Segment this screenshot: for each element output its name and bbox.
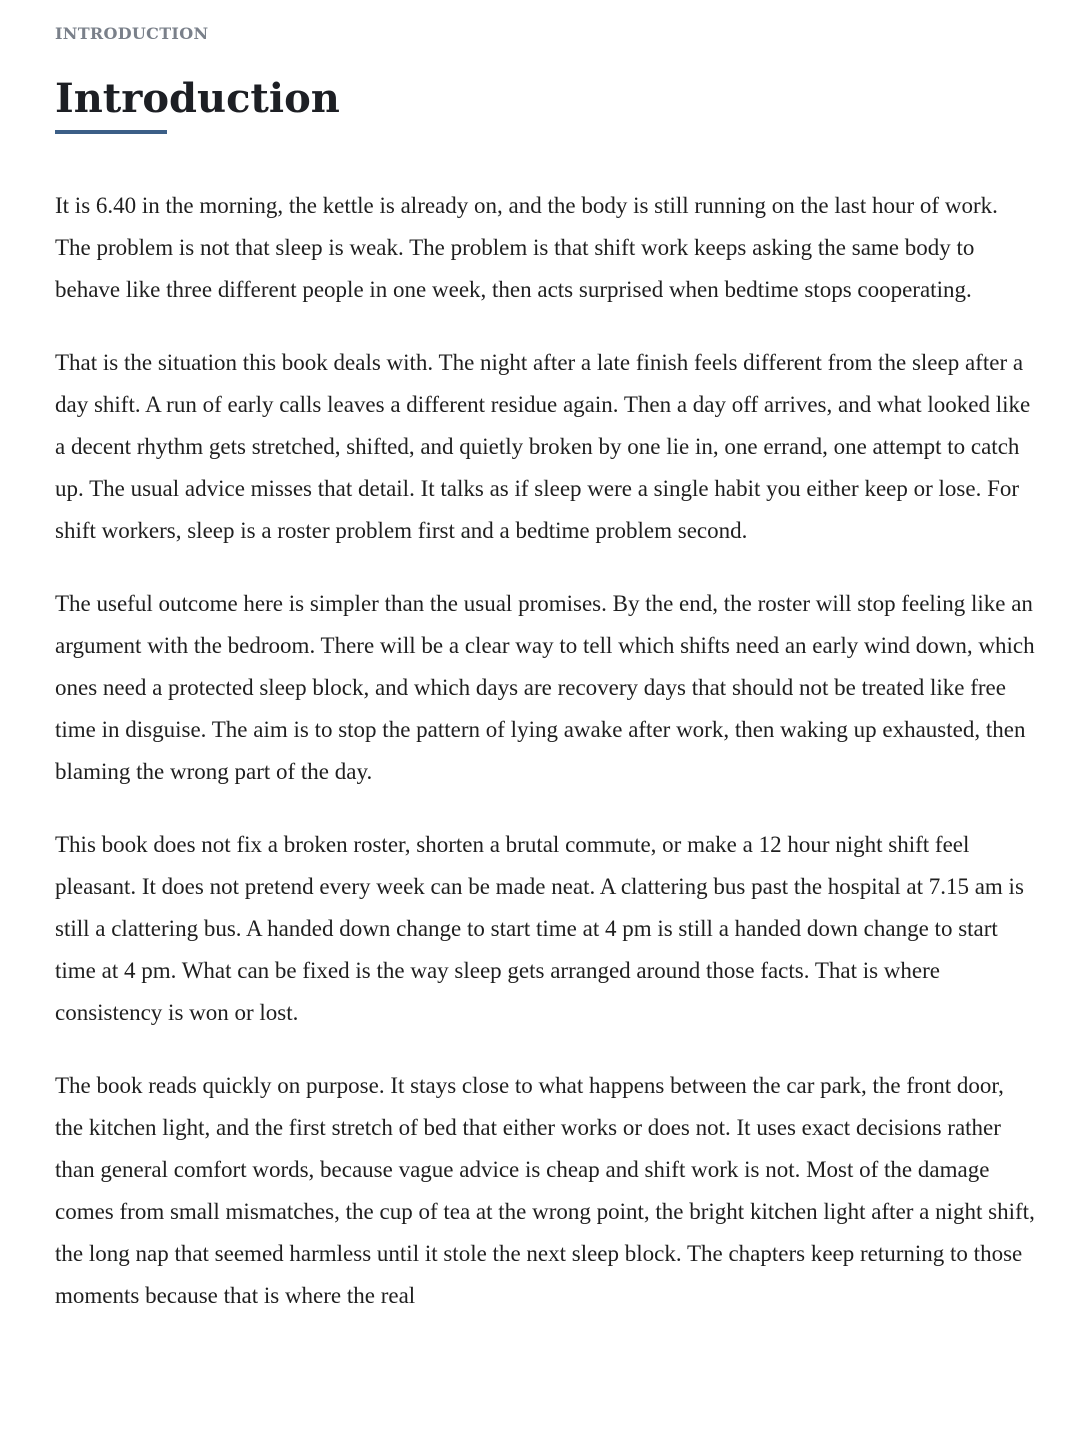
paragraph-5: The book reads quickly on purpose. It stays close to what happens between the car park, the front door, the kitchen light, and the first stretch of bed that either works or does not. It uses exact decisions rather than general comfort words, because vague advice is cheap and shift work is not. Most of the damage comes from small mismatches, the cup of tea at the wrong point, the bright kitchen light after a night shift, the long nap that seemed harmless until it stole the next sleep block. The chapters keep returning to those moments because that is where the real [55, 1073, 1035, 1308]
body-text [55, 185, 1035, 1348]
chapter-title: Introduction [55, 75, 340, 122]
paragraph-4: This book does not fix a broken roster, shorten a brutal commute, or make a 12 hour night shift feel pleasant. It does not pretend every week can be made neat. A clattering bus past the hospital at 7.15 am is still a clattering bus. A handed down change to start time at 4 pm is still a handed down change to start time at 4 pm. What can be fixed is the way sleep gets arranged around those facts. That is where consistency is won or lost. [55, 832, 1024, 1025]
title-underline [55, 130, 167, 134]
document-page [55, 0, 1035, 1440]
paragraph-2: That is the situation this book deals with. The night after a late finish feels different from the sleep after a day shift. A run of early calls leaves a different residue again. Then a day off arrives, and what looked like a decent rhythm gets stretched, shifted, and quietly broken by one lie in, one errand, one attempt to catch up. The usual advice misses that detail. It talks as if sleep were a single habit you either keep or lose. For shift workers, sleep is a roster problem first and a bedtime problem second. [55, 350, 1031, 543]
section-label: INTRODUCTION [55, 24, 209, 43]
paragraph-3: The useful outcome here is simpler than the usual promises. By the end, the roster will stop feeling like an argument with the bedroom. There will be a clear way to tell which shifts need an early wind down, which ones need a protected sleep block, and which days are recovery days that should not be treated like free time in disguise. The aim is to stop the pattern of lying awake after work, then waking up exhausted, then blaming the wrong part of the day. [55, 591, 1035, 784]
paragraph-1: It is 6.40 in the morning, the kettle is already on, and the body is still running on the last hour of work. The problem is not that sleep is weak. The problem is that shift work keeps asking the same body to behave like three different people in one week, then acts surprised when bedtime stops cooperating. [55, 193, 998, 302]
